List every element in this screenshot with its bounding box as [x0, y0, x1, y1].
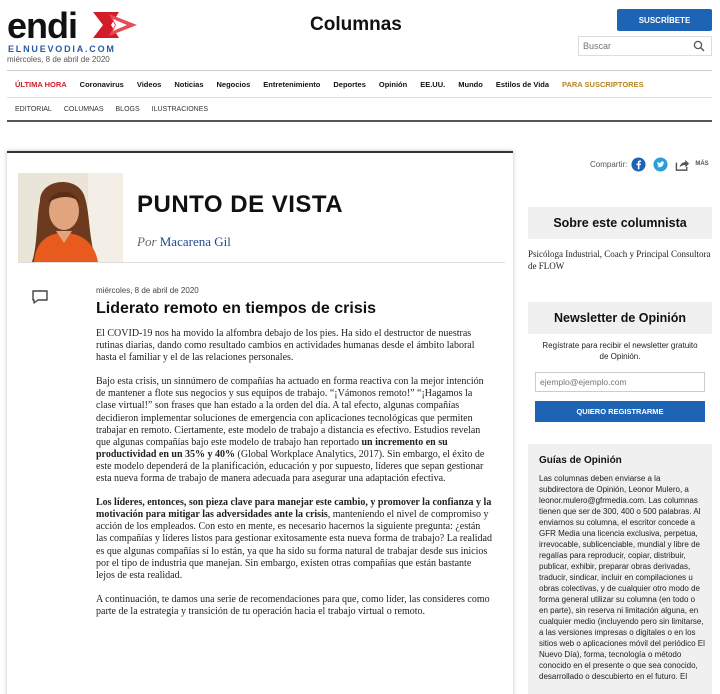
- nav-item-opinion[interactable]: Opinión: [378, 79, 408, 89]
- nav-item-estilos-de-vida[interactable]: Estilos de Vida: [495, 79, 550, 89]
- main-nav: [7, 70, 712, 98]
- nav-item-mundo[interactable]: Mundo: [458, 79, 483, 89]
- facebook-icon[interactable]: [631, 157, 646, 172]
- article-paragraph: Bajo esta crisis, un sinnúmero de compañías ha actuado en forma reactiva con la mejor intención de mantener a flote sus negocios y sus equipos de trabajo. “¡Vámonos remoto!” “¡Hagamos la clase virtual!” son frases que han estado a la orden del día. A tal efecto, algunas compañías decidieron implementar soluciones de emergencia con aplicaciones tecnológicas que permiten trabajar en remoto. Ciertamente, este modelo de trabajo a distancia es efectivo. Estudios revelan que algunas compañías bajo este modelo de trabajo han reportado un incremento en su productividad en un 35% y 40% (Global Workplace Analytics, 2017). Sin embargo, el éxito de este modelo dependerá de la planificación, educación y por supuesto, líderes que sepan gestionar esta nueva forma de trabajo de manera adecuada para asegurar una adaptación efectiva.: [96, 376, 485, 485]
- page-title: Columnas: [310, 14, 402, 35]
- guidelines-text: Las columnas deben enviarse a la subdirectora de Opinión, Leonor Mulero, a leonor.mulero@gfrmedia.com. Las columnas tienen que ser de 300, 400 o 500 palabras. Al enviarnos su columna, el escritor concede a GFR Media una licencia exclusiva, perpetua, irrevocable, sublicenciable, mundial y libre de regalías para reproducir, copiar, distribuir, publicar, exhibir, preparar obras derivadas, traducir, sindicar, incluir en compilaciones u obras colectivas, y de cualquier otro modo de forma general utilizar su columna (en todo o en parte), sin reserva ni limitación alguna, en cualquier medio (incluyendo pero sin limitarse, a las versiones impresas o digitales o en los sitios web o aplicaciones móvil del periódico El Nuevo Día), forma, tecnología o método conocido en el presente o que sea conocido, desarrollado o descubierto en el futuro. El: [539, 474, 705, 681]
- share-label: Compartir:: [590, 159, 628, 169]
- article-paragraph: Los líderes, entonces, son pieza clave para manejar este cambio, y promover la confianza y la motivación para mitigar las adversidades ante la crisis, manteniendo el nivel de compromiso y acción de los empleados. Con esto en mente, es necesario hacernos la siguiente pregunta: ¿están las compañías y líderes listos para gestionar exitosamente esta nueva forma de trabajo? La realidad es que algunas compañías sí lo están, ya que ha sido su forma natural de trabajar desde sus inicios por el tipo de industria que manejan. Sin embargo, existen otras compañías que están bastante lejos de esta realidad.: [96, 497, 492, 581]
- subnav-item-columnas[interactable]: COLUMNAS: [63, 105, 104, 113]
- twitter-icon[interactable]: [653, 157, 668, 172]
- newsletter-register-button[interactable]: QUIERO REGISTRARME: [535, 401, 705, 422]
- subnav-item-ilustraciones[interactable]: ILUSTRACIONES: [151, 105, 209, 113]
- column-header: [18, 173, 505, 263]
- header-date: miércoles, 8 de abril de 2020: [7, 55, 110, 64]
- opinion-guidelines: [528, 444, 712, 694]
- logo-flag-icon: [91, 10, 139, 40]
- logo-tagline: ELNUEVODIA.COM: [8, 44, 116, 54]
- article-body: [96, 328, 492, 630]
- nav-item-coronavirus[interactable]: Coronavirus: [79, 79, 124, 89]
- subnav-item-editorial[interactable]: EDITORIAL: [15, 105, 52, 113]
- share-forward-icon[interactable]: [675, 157, 690, 172]
- nav-item-ultima-hora[interactable]: ÚLTIMA HORA: [15, 79, 67, 89]
- share-bar: [590, 155, 715, 173]
- newsletter-heading: Newsletter de Opinión: [528, 302, 712, 334]
- logo-wordmark: endi: [7, 5, 78, 46]
- subnav-item-blogs[interactable]: BLOGS: [115, 105, 140, 113]
- opinion-subnav: [7, 98, 712, 122]
- article-card: [7, 151, 513, 694]
- author-photo: [18, 173, 123, 262]
- article-paragraph: El COVID-19 nos ha movido la alfombra debajo de los pies. Ha sido el destructor de nuestras rutinas diarias, dando como resultado cambios en actividades humanas desde el ámbito laboral hasta el familiar y el de las relaciones personales.: [96, 328, 475, 364]
- nav-item-noticias[interactable]: Noticias: [174, 79, 204, 89]
- subscribe-button[interactable]: SUSCRÍBETE: [617, 9, 712, 31]
- nav-item-para-suscriptores[interactable]: PARA SUSCRIPTORES: [562, 79, 644, 89]
- nav-item-eeuu[interactable]: EE.UU.: [420, 79, 446, 89]
- comment-icon[interactable]: [31, 289, 49, 305]
- column-name: PUNTO DE VISTA: [137, 191, 344, 218]
- newsletter-email-field[interactable]: [535, 372, 705, 392]
- byline-prefix: Por: [137, 234, 157, 249]
- newsletter-description: Regístrate para recibir el newsletter gratuito de Opinión.: [542, 341, 698, 361]
- author-name[interactable]: Macarena Gil: [159, 234, 231, 249]
- search-icon[interactable]: [693, 40, 705, 52]
- site-logo[interactable]: [7, 5, 116, 54]
- guidelines-title: Guías de Opinión: [539, 455, 622, 466]
- search-input[interactable]: [583, 41, 688, 51]
- article-paragraph: A continuación, te damos una serie de recomendaciones para que, como líder, las consideres como parte de la estrategia y transición de tu operación hacia el trabajo virtual o remoto.: [96, 593, 490, 617]
- about-columnist-heading: Sobre este columnista: [528, 207, 712, 239]
- nav-item-deportes[interactable]: Deportes: [333, 79, 366, 89]
- search-box[interactable]: [578, 36, 712, 56]
- share-more-label[interactable]: MÁS: [695, 161, 709, 167]
- article-date: miércoles, 8 de abril de 2020: [96, 286, 199, 295]
- columnist-description: Psicóloga Industrial, Coach y Principal Consultora de FLOW: [528, 249, 711, 271]
- nav-item-videos[interactable]: Videos: [136, 79, 162, 89]
- nav-item-entretenimiento[interactable]: Entretenimiento: [263, 79, 321, 89]
- nav-item-negocios[interactable]: Negocios: [216, 79, 251, 89]
- article-title: Liderato remoto en tiempos de crisis: [96, 300, 377, 317]
- byline: [137, 234, 231, 250]
- site-header: [0, 0, 720, 70]
